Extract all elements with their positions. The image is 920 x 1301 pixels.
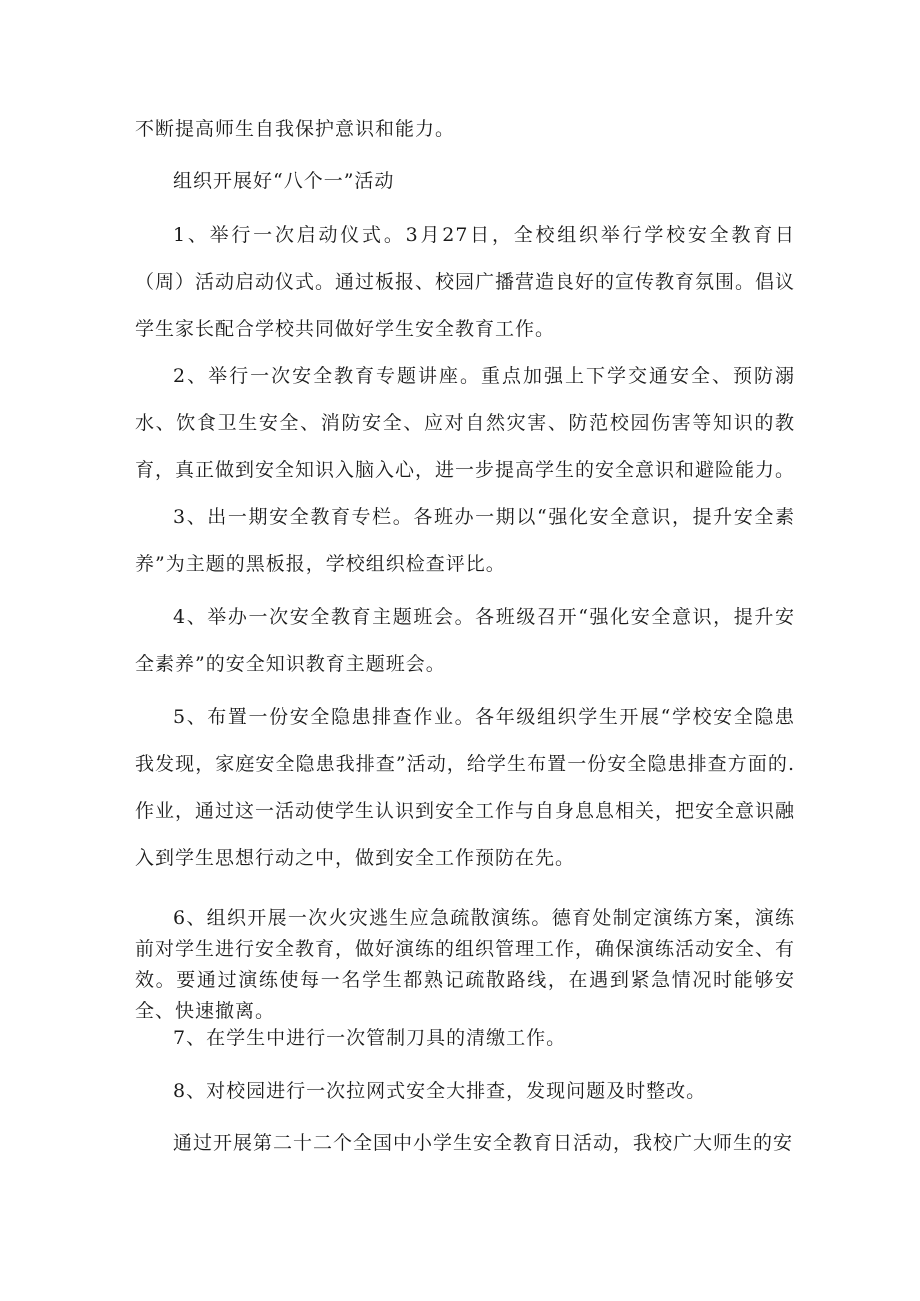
paragraph-item-5: 5、布置一份安全隐患排查作业。各年级组织学生开展“学校安全隐患我发现，家庭安全隐患我排查”活动，给学生布置一份安全隐患排查方面的.作业，通过这一活动使学生认识到安全工作与自身息息相关，把安全意识融入到学生思想行动之中，做到安全工作预防在先。 <box>135 706 796 869</box>
section-heading: 组织开展好“八个一”活动 <box>173 170 395 192</box>
paragraph-continuation: 不断提高师生自我保护意识和能力。 <box>135 118 456 140</box>
paragraph-conclusion: 通过开展第二十二个全国中小学生安全教育日活动，我校广大师生的安 <box>173 1132 794 1154</box>
paragraph-item-6: 6、组织开展一次火灾逃生应急疏散演练。德育处制定演练方案，演练前对学生进行安全教育，做好演练的组织管理工作，确保演练活动安全、有效。要通过演练使每一名学生都熟记疏散路线，在遇到紧急情况时能够安全、快速撤离。 <box>135 907 796 1022</box>
paragraph-item-8: 8、对校园进行一次拉网式安全大排查，发现问题及时整改。 <box>173 1080 707 1102</box>
paragraph-item-4: 4、举办一次安全教育主题班会。各班级召开“强化安全意识，提升安全素养”的安全知识教育主题班会。 <box>135 606 795 675</box>
paragraph-item-3: 3、出一期安全教育专栏。各班办一期以“强化安全意识，提升安全素养”为主题的黑板报，学校组织检查评比。 <box>135 506 795 575</box>
paragraph-item-2: 2、举行一次安全教育专题讲座。重点加强上下学交通安全、预防溺水、饮食卫生安全、消防安全、应对自然灾害、防范校园伤害等知识的教育，真正做到安全知识入脑入心，进一步提高学生的安全意识和避险能力。 <box>135 365 796 481</box>
paragraph-item-7: 7、在学生中进行一次管制刀具的清缴工作。 <box>173 1027 567 1049</box>
paragraph-item-1: 1、举行一次启动仪式。3月27日，全校组织举行学校安全教育日（周）活动启动仪式。通过板报、校园广播营造良好的宣传教育氛围。倡议学生家长配合学校共同做好学生安全教育工作。 <box>135 224 796 340</box>
